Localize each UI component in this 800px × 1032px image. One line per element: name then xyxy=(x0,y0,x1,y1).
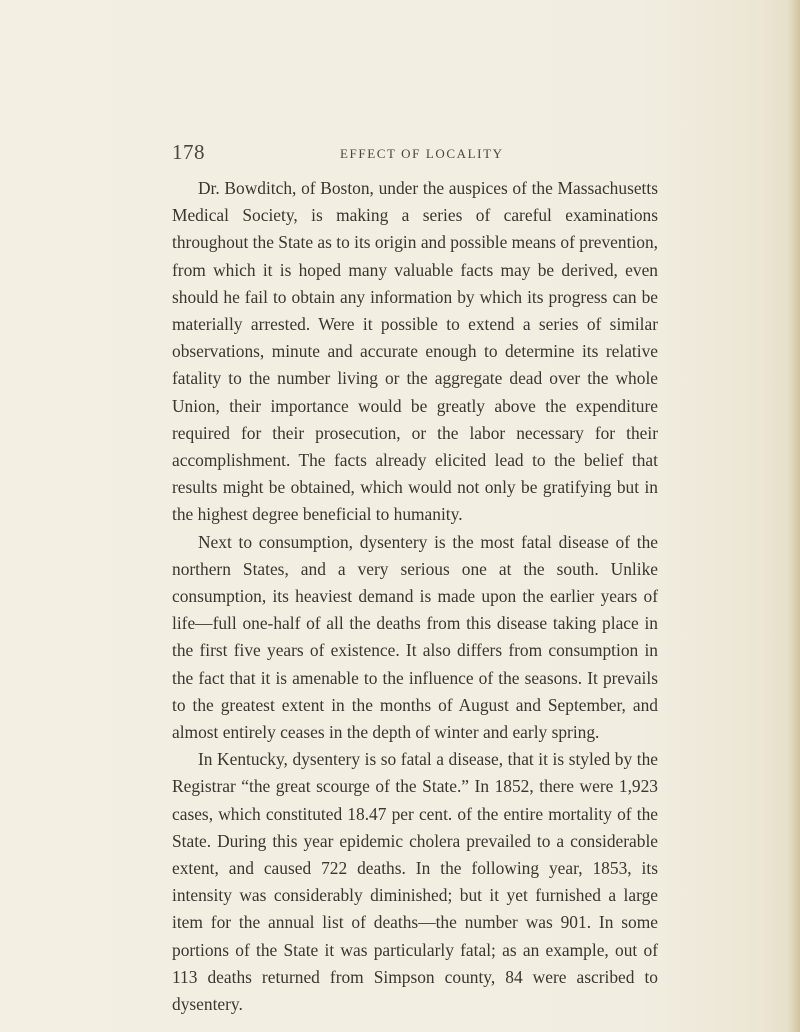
paragraph-3: In Kentucky, dysentery is so fatal a disease, that it is styled by the Registrar “the great scourge of the State.” In 1852, there were 1,923 cases, which constituted 18.47 per cent. of the entire mortality of the State. During this year epidemic cholera prevailed to a considerable extent, and caused 722 deaths. In the following year, 1853, its intensity was considerably diminished; but it yet furnished a large item for the annual list of deaths—the number was 901. In some portions of the State it was particularly fatal; as an example, out of 113 deaths returned from Simpson county, 84 were ascribed to dysentery. xyxy=(172,749,658,1015)
page-edge-shadow xyxy=(788,0,800,1032)
page-header xyxy=(172,140,662,170)
paragraph-2: Next to consumption, dysentery is the most fatal disease of the northern States, and a very serious one at the south. Unlike consumption, its heaviest demand is made upon the earlier years of life—full one-half of all the deaths from this disease taking place in the first five years of existence. It also differs from consumption in the fact that it is amenable to the influence of the seasons. It prevails to the greatest extent in the months of August and September, and almost entirely ceases in the depth of winter and early spring. xyxy=(172,531,658,743)
running-title: EFFECT OF LOCALITY xyxy=(340,146,504,161)
page-number: 178 xyxy=(172,140,205,164)
body-text xyxy=(172,175,658,1018)
paragraph-1: Dr. Bowditch, of Boston, under the auspices of the Massachusetts Medical Society, is making a series of careful examinations throughout the State as to its origin and possible means of prevention, from which it is hoped many valuable facts may be derived, even should he fail to obtain any information by which its progress can be materially arrested. Were it possible to extend a series of similar observations, minute and accurate enough to determine its relative fatality to the number living or the aggregate dead over the whole Union, their importance would be greatly above the expenditure required for their prosecution, or the labor necessary for their accomplishment. The facts already elicited lead to the belief that results might be obtained, which would not only be gratifying but in the highest degree beneficial to humanity. xyxy=(172,178,658,525)
